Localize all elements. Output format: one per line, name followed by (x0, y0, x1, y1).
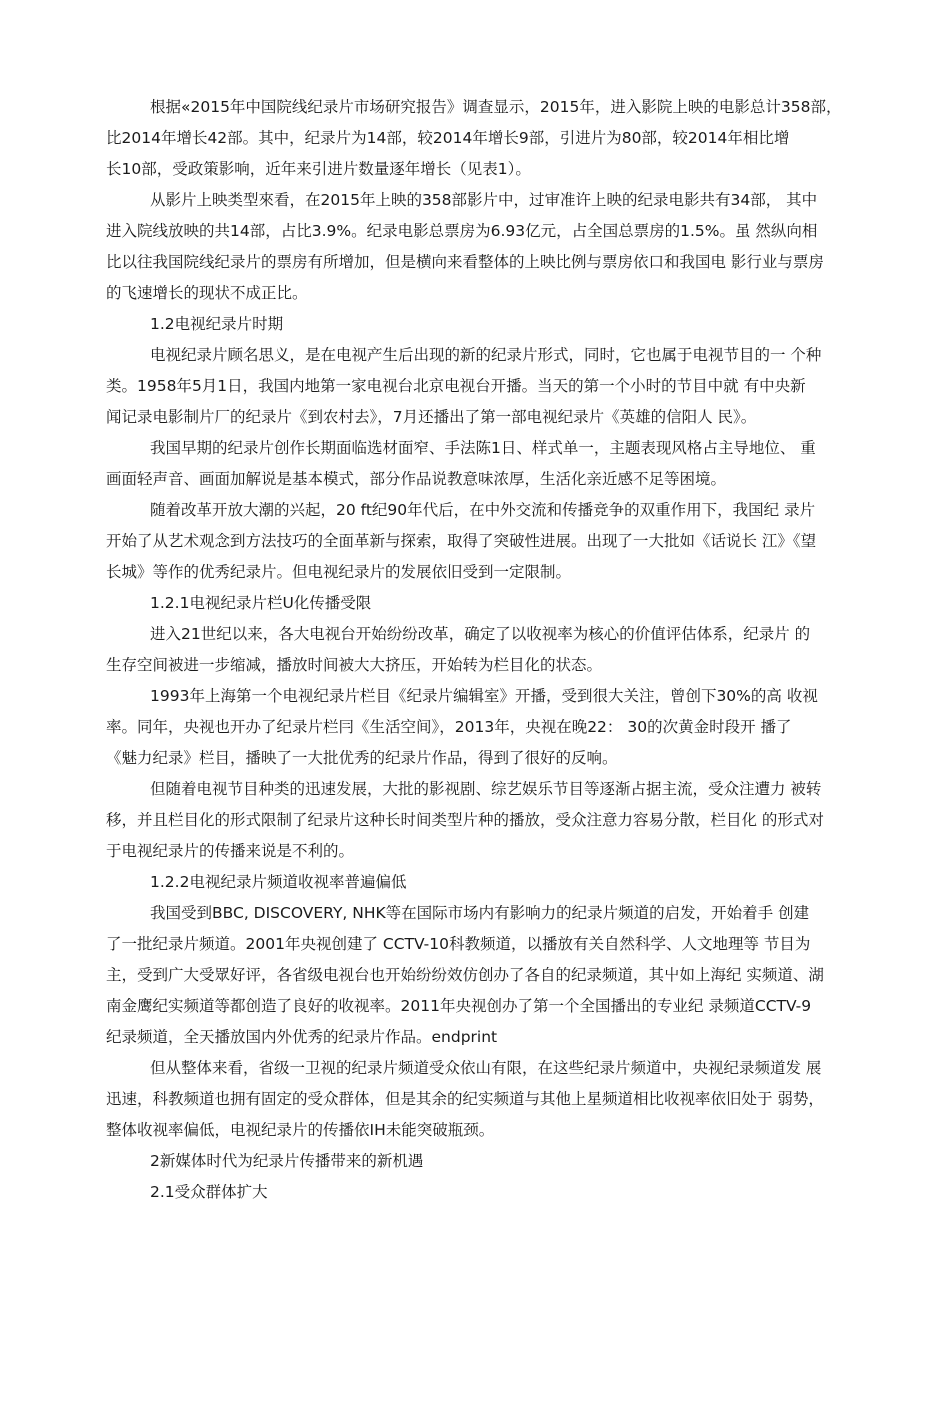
paragraph-line: 随着改革开放大潮的兴起，20 ft纪90年代后，在中外交流和传播竞争的双重作用下，我国纪 录片 (150, 501, 816, 519)
section-heading: 2.1受众群体扩大 (150, 1183, 268, 1201)
paragraph-line: 主，受到广大受眾好评，各省级电视台也开始纷纷效仿创办了各自的纪录频道，其屮如上海纪 实频道、湖 (106, 966, 824, 984)
section-heading: 1.2.2电视纪录片频道收视率普遍偏低 (150, 873, 407, 891)
paragraph-line: 《魅力纪录》栏目，播映了一大批优秀的纪录片作品，得到了很好的反响。 (106, 749, 618, 767)
document-body (106, 92, 851, 1208)
paragraph-line: 闻记录电影制片厂的纪录片《到农村去》，7月还播出了第一部电视纪录片《英雄的信阳人 民》。 (106, 408, 757, 426)
section-heading: 1.2.1电视纪录片栏U化传播受限 (150, 594, 372, 612)
paragraph-line: 于电视纪录片的传播来说是不利的。 (106, 842, 355, 860)
section-heading: 1.2电视纪录片时期 (150, 315, 284, 333)
paragraph-line: 长城》等作的优秀纪录片。但电视纪录片的发展依旧受到一定限制。 (106, 563, 572, 581)
paragraph-line: 根据«2015年中国院线纪录片市场研究报告》调查显示，2015年，进入影院上映的电影总计358部， (150, 98, 842, 116)
paragraph-line: 电视纪录片顾名思义，是在电视产生后出现的新的纪录片形式，同时，它也属于电视节目的一 个种 (150, 346, 822, 364)
paragraph-line: 但随着电视节目种类的迅速发展，大批的影视剧、综艺娱乐节目等逐渐占据主流，受众注遭力 被转 (150, 780, 822, 798)
paragraph-line: 类。1958年5月1日，我国内地第一家电视台北京电视台开播。当天的第一个小时的节目中就 有中央新 (106, 377, 806, 395)
paragraph-line: 画面轻声音、画面加解说是基本模式，部分作品说教意味浓厚，生活化亲近感不足等困境。 (106, 470, 727, 488)
paragraph-line: 从影片上映类型來看，在2015年上映的358部影片中，过审准许上映的纪录电影共有34部， 其中 (150, 191, 818, 209)
paragraph-line: 长10部，受政策影响，近年来引进片数量逐年增长（见表1）。 (106, 160, 531, 178)
paragraph-line: 整体收视率偏低，电视纪录片的传播依IH未能突破瓶颈。 (106, 1121, 495, 1139)
paragraph-line: 1993年上海第一个电视纪录片栏目《纪录片编辑室》开播，受到很大关注，曾创下30%的高 收视 (150, 687, 818, 705)
paragraph-line: 率。同年，央视也开办了纪录片栏冃《生活空间》，2013年，央视在晚22： 30的次黄金时段开 播了 (106, 718, 792, 736)
paragraph-line: 我国受到BBC, DISCOVERY, NHK等在国际市场内有影响力的纪录片频道的启发，开始着手 创建 (150, 904, 810, 922)
paragraph-line: 比以往我国院线纪录片的票房有所增加，但是横向来看整体的上映比例与票房依口和我国电 影行业与票房 (106, 253, 824, 271)
paragraph-line: 南金鹰纪实频道等都创造了良好的收视率。2011年央视创办了第一个全国播出的专业纪 录频道CCTV-9 (106, 997, 812, 1015)
paragraph-line: 移，并且栏目化的形式限制了纪录片这种长时间类型片种的播放，受众注意力容易分散，栏目化 的形式对 (106, 811, 824, 829)
paragraph-line: 比2014年增长42部。其中，纪录片为14部，较2014年增长9部，引进片为80部，较2014年相比增 (106, 129, 790, 147)
paragraph-line: 的飞速增长的现状不成正比。 (106, 284, 308, 302)
paragraph-line: 但从整体来看，省级一卫视的纪录片频道受众依山有限，在这些纪录片频道中，央视纪录频道发 展 (150, 1059, 822, 1077)
paragraph-line: 开始了从艺术观念到方法技巧的全面革新与探索，取得了突破性进展。出现了一大批如《话说长 江》《望 (106, 532, 817, 550)
paragraph-line: 纪录频道，全天播放国内外优秀的纪录片作品。endprint (106, 1028, 498, 1046)
section-heading: 2新媒体时代为纪录片传播带来的新机遇 (150, 1152, 424, 1170)
paragraph-line: 了一批纪录片频道。2001年央视创建了 CCTV-10科教频道，以播放有关自然科学、人文地理等 节目为 (106, 935, 811, 953)
paragraph-line: 我国早期的纪录片创作长期面临选材面窄、手法陈1日、样式单一，主题表现风格占主导地位、 重 (150, 439, 816, 457)
paragraph-line: 进入21世纪以来，各大电视台开始纷纷改革，确定了以收视率为核心的价值评估体系，纪录片 的 (150, 625, 811, 643)
paragraph-line: 进入院线放映的共14部，占比3.9%。纪录电影总票房为6.93亿元，占全国总票房的1.5%。虽 然纵向相 (106, 222, 818, 240)
paragraph-line: 生存空间被进一步缩减，播放时间被大大挤压，开始转为栏目化的状态。 (106, 656, 603, 674)
paragraph-line: 迅速，科教频道也拥有固定的受众群体，但是其余的纪实频道与其他上星频道相比收视率依旧处于 弱势， (106, 1090, 824, 1108)
